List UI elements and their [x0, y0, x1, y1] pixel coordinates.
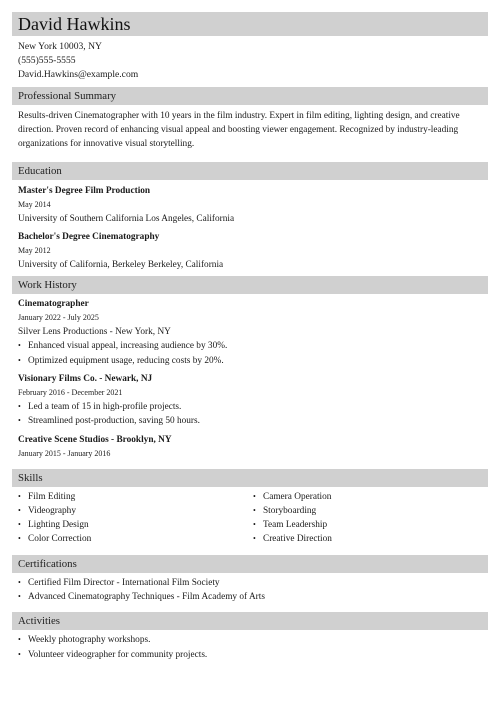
skills-column-right [253, 490, 488, 547]
certifications-heading-text: Certifications [18, 557, 77, 570]
education-entry [18, 230, 488, 272]
skills-section [12, 490, 488, 547]
address: New York 10003, NY [18, 41, 102, 52]
job-date: February 2016 - December 2021 [18, 387, 123, 397]
certifications-heading [12, 555, 488, 573]
job-date: January 2022 - July 2025 [18, 313, 99, 323]
job-title: Creative Scene Studios - Brooklyn, NY [18, 434, 172, 445]
education-heading-text: Education [18, 164, 62, 177]
education-entry [18, 184, 488, 226]
list-item: • Certified Film Director - International Film Society [18, 576, 488, 590]
summary-text: Results-driven Cinematographer with 10 years in the film industry. Expert in film editing, lighting design, and creative direction. Proven record of enhancing visual appeal and boosting viewer engagement. Recognized by industry-leading organizations for innovative visual storytelling. [18, 110, 460, 150]
email: David.Hawkins@example.com [18, 69, 139, 81]
activities-section [12, 633, 488, 662]
list-item: • Storyboarding [253, 504, 488, 518]
summary-heading [12, 87, 488, 105]
list-item: • Lighting Design [18, 518, 253, 532]
skills-column-left [18, 490, 253, 547]
list-item: • Streamlined post-production, saving 50 hours. [18, 414, 488, 428]
list-item: • Weekly photography workshops. [18, 633, 488, 647]
job-entry [18, 297, 488, 368]
certifications-section [12, 576, 488, 605]
list-item: • Enhanced visual appeal, increasing audience by 30%. [18, 339, 488, 353]
job-date: January 2015 - January 2016 [18, 448, 111, 458]
work-heading-text: Work History [18, 279, 77, 292]
summary-heading-text: Professional Summary [18, 89, 117, 102]
list-item: • Led a team of 15 in high-profile projects. [18, 400, 488, 414]
list-item: • Volunteer videographer for community projects. [18, 648, 488, 662]
phone: (555)555-5555 [18, 55, 76, 67]
candidate-name: David Hawkins [18, 14, 131, 34]
list-item: • Advanced Cinematography Techniques - Film Academy of Arts [18, 590, 488, 604]
education-heading [12, 162, 488, 180]
school-name: University of California, Berkeley Berkeley, California [18, 259, 224, 270]
name-header [12, 12, 488, 36]
list-item: • Creative Direction [253, 532, 488, 546]
job-company: Silver Lens Productions - New York, NY [18, 327, 171, 338]
job-title: Cinematographer [18, 299, 89, 310]
degree-title: Master's Degree Film Production [18, 185, 151, 196]
job-bullets [18, 400, 488, 429]
resume-page [12, 12, 488, 662]
list-item: • Camera Operation [253, 490, 488, 504]
work-heading [12, 276, 488, 294]
skills-heading [12, 469, 488, 487]
school-name: University of Southern California Los Angeles, California [18, 213, 235, 224]
job-title: Visionary Films Co. - Newark, NJ [18, 373, 153, 384]
job-bullets [18, 339, 488, 368]
activities-heading-text: Activities [18, 615, 60, 628]
degree-title: Bachelor's Degree Cinematography [18, 231, 160, 242]
work-section [12, 297, 488, 460]
list-item: • Film Editing [18, 490, 253, 504]
skills-heading-text: Skills [18, 471, 43, 484]
list-item: • Color Correction [18, 532, 253, 546]
list-item: • Team Leadership [253, 518, 488, 532]
job-entry [18, 372, 488, 429]
education-section [12, 184, 488, 273]
contact-info [12, 40, 488, 83]
activities-heading [12, 612, 488, 630]
list-item: • Optimized equipment usage, reducing costs by 20%. [18, 354, 488, 368]
job-entry [18, 433, 488, 461]
degree-date: May 2014 [18, 199, 51, 209]
list-item: • Videography [18, 504, 253, 518]
degree-date: May 2012 [18, 245, 51, 255]
